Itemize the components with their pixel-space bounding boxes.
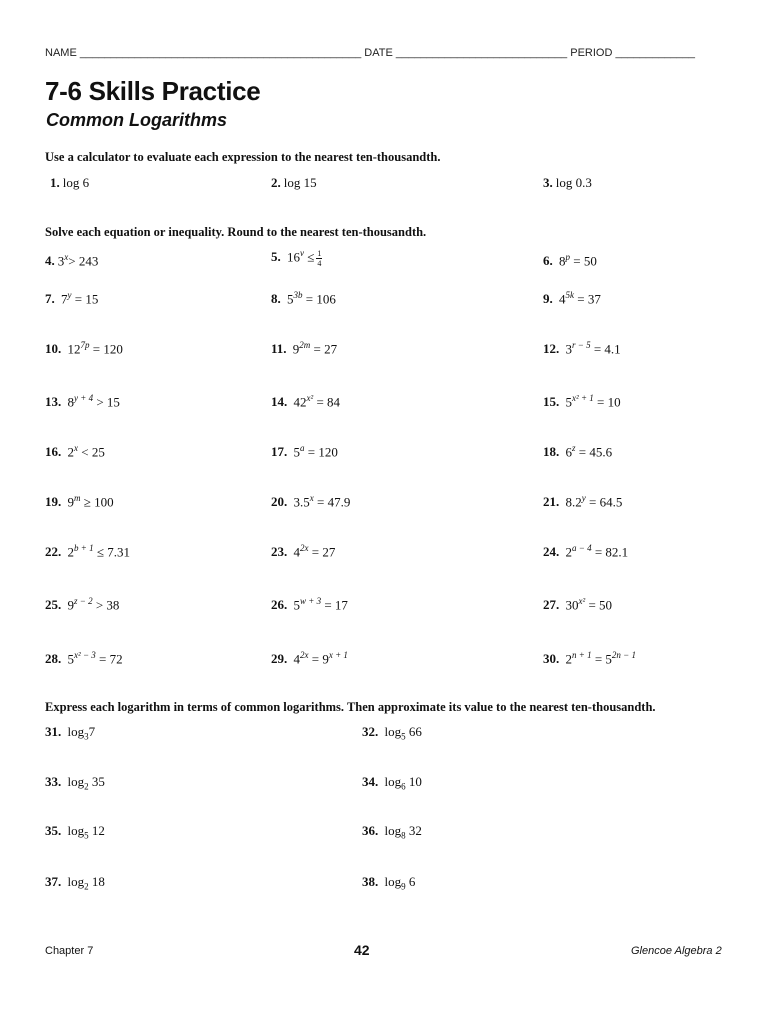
problem-13: 13. $8^{y + 4} > 15$ (45, 393, 120, 410)
problem-17: 17. 5$^a$ = 120 (271, 443, 338, 460)
problem-21: 21. 8.2$^y$ = 64.5 (543, 493, 623, 510)
problem-23: 23. $4^{2x} = 27$ (271, 543, 336, 560)
problem-37: 37. $\log_2 18$ (45, 874, 105, 892)
problem-12: 12. $3^{r - 5} = 4.1$ (543, 340, 621, 357)
student-info-line: NAME ______________________________________________ DATE ____________________________ PERIOD _____________ (45, 47, 695, 59)
problem-36: 36. $\log_8 32$ (362, 823, 422, 841)
problem-27: 27. $30^{x^2} = 50$ (543, 596, 613, 613)
problem-9: 9. $4^{5k} = 37$ (543, 290, 601, 307)
problem-16: 16. 2$^x$ < 25 (45, 443, 105, 460)
problem-7: 7. 7$^y$ = 15 (45, 290, 99, 307)
problem-26: 26. $5^{w + 3} = 17$ (271, 596, 348, 613)
footer-chapter: Chapter 7 (45, 945, 94, 957)
problem-11: 11. $9^{2m} = 27$ (271, 340, 338, 357)
problem-6: 6. 8$^p$ = 50 (543, 252, 597, 269)
page-subtitle: Common Logarithms (46, 110, 228, 130)
problem-30: 30. $2^{n + 1} = 5^{2n - 1}$ (543, 650, 636, 667)
problem-22: 22. $2^{b + 1} \le 7.31$ (45, 543, 130, 560)
instructions-part2: Solve each equation or inequality. Round to the nearest ten-thousandth. (45, 225, 427, 239)
problem-10: 10. $12^{7p} = 120$ (45, 340, 123, 357)
problem-15: 15. $5^{x^2 + 1} = 10$ (543, 393, 621, 410)
problem-28: 28. $5^{x^2 - 3} = 72$ (45, 650, 123, 667)
instructions-part3: Express each logarithm in terms of common logarithms. Then approximate its value to the nearest ten-thousandth. (45, 700, 656, 714)
footer-page-number: 42 (354, 942, 370, 958)
problem-34: 34. $\log_6 10$ (362, 774, 422, 792)
problem-29: 29. $4^{2x} = 9^{x + 1}$ (271, 650, 348, 667)
problem-3: 3. log 0.3 (543, 175, 592, 190)
problem-32: 32. $\log_5 66$ (362, 724, 422, 742)
fraction: $\frac{1}{4}$ (317, 248, 322, 268)
problem-2: 2. log 15 (271, 175, 317, 190)
footer-book-title: Glencoe Algebra 2 (631, 945, 722, 957)
problem-31: 31. $\log_37$ (45, 724, 96, 742)
problem-18: 18. 6$^z$ = 45.6 (543, 443, 613, 460)
page-title: 7-6 Skills Practice (45, 76, 261, 106)
problem-1: 1. log 6 (50, 175, 90, 190)
problem-4: 4. $3^x> 243$ (45, 252, 99, 269)
problem-24: 24. $2^{a - 4} = 82.1$ (543, 543, 629, 560)
problem-14: 14. $42^{x^2} = 84$ (271, 393, 341, 410)
problem-25: 25. $9^{z - 2} > 38$ (45, 596, 120, 613)
problem-38: 38. $\log_9 6$ (362, 874, 416, 892)
problem-19: 19. 9$^m$ ≥ 100 (45, 493, 114, 510)
problem-8: 8. $5^{3b} = 106$ (271, 290, 336, 307)
problem-33: 33. $\log_2 35$ (45, 774, 105, 792)
problem-20: 20. 3.5$^x$ = 47.9 (271, 493, 351, 510)
instructions-part1: Use a calculator to evaluate each expression to the nearest ten-thousandth. (45, 150, 441, 164)
problem-5: 5. 16$^v$ ≤ $\frac{1}{4}$ (271, 248, 322, 268)
problem-35: 35. $\log_5 12$ (45, 823, 105, 841)
